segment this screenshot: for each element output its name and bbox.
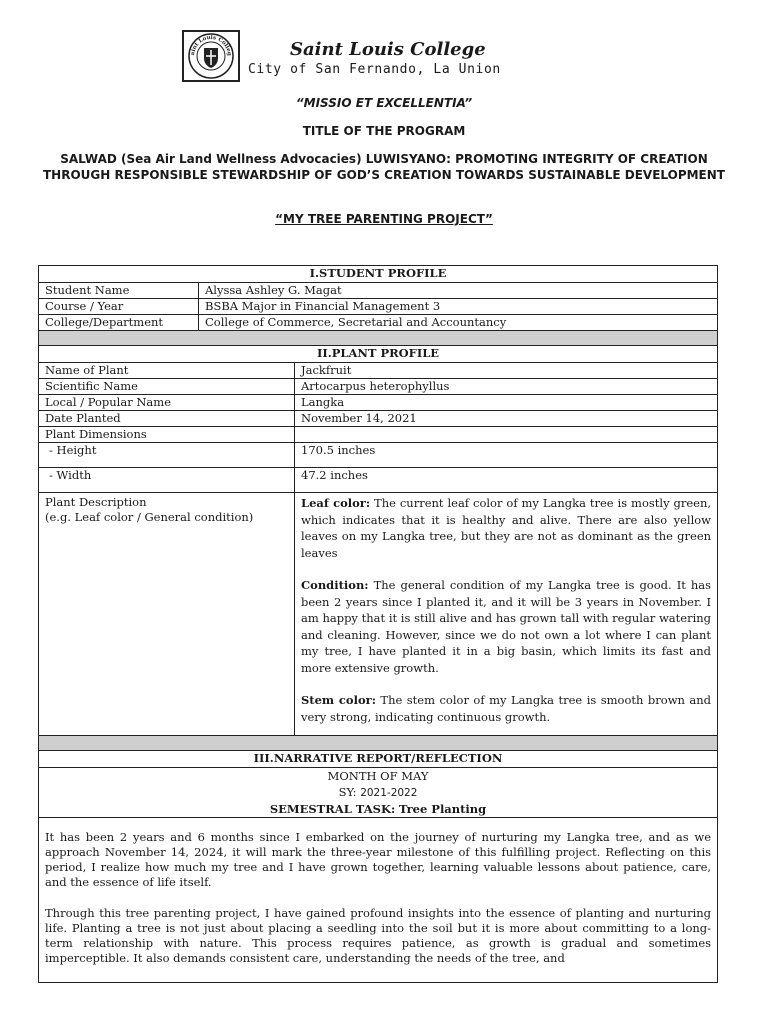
- table-row: [39, 379, 718, 395]
- table-row: [39, 283, 718, 299]
- college-seal-logo: [182, 30, 240, 82]
- narrative-meta: [39, 768, 718, 818]
- condition-text: The general condition of my Langka tree is good. It has been 2 years since I planted it, and it will be 3 years in November. I am happy that it is still alive and has grown tall with regular watering and cleaning. However, since we do not own a lot where I can plant my tree, I have planted it in a big basin, which limits its fast and more extensive growth.: [301, 578, 712, 675]
- plant-description-row: [39, 493, 718, 736]
- stem-color-label: Stem color:: [301, 693, 376, 707]
- condition-paragraph: [301, 577, 711, 676]
- row-value: [295, 427, 718, 443]
- college-name: Saint Louis College: [290, 39, 486, 60]
- program-title: [0, 152, 768, 183]
- plant-description-value: [295, 493, 718, 736]
- narrative-heading: III.NARRATIVE REPORT/REFLECTION: [39, 751, 718, 768]
- narrative-header-row: [39, 751, 718, 768]
- table-row: [39, 468, 718, 493]
- semestral-task: [45, 801, 711, 817]
- table-row: [39, 363, 718, 379]
- row-label: Course / Year: [39, 299, 199, 315]
- row-label: Local / Popular Name: [39, 395, 295, 411]
- row-label: Scientific Name: [39, 379, 295, 395]
- plant-profile-header-row: [39, 346, 718, 363]
- row-value: Jackfruit: [295, 363, 718, 379]
- section-separator: [39, 736, 718, 751]
- program-title-text: SALWAD (Sea Air Land Wellness Advocacies) LUWISYANO: PROMOTING INTEGRITY OF CREATION THROUGH RESPONSIBLE STEWARDSHIP OF GOD’S CREATION TOWARDS SUSTAINABLE DEVELOPMENT: [42, 152, 725, 182]
- school-year: [45, 784, 711, 801]
- row-label: - Height: [39, 443, 295, 468]
- row-label: - Width: [39, 468, 295, 493]
- profile-table: [38, 265, 718, 983]
- narrative-paragraph: Through this tree parenting project, I have gained profound insights into the essence of planting and nurturing life. Planting a tree is not just about placing a seedling into the soil but it is more about committing to a long-term relationship with nature. This process requires patience, as growth is gradual and sometimes imperceptible. It also demands consistent care, understanding the needs of the tree, and: [45, 906, 712, 965]
- condition-label: Condition:: [301, 578, 369, 592]
- narrative-body-row: [39, 818, 718, 983]
- program-label: TITLE OF THE PROGRAM: [302, 124, 466, 138]
- task-value: Tree Planting: [398, 802, 487, 816]
- seal-icon: [186, 32, 236, 80]
- leaf-color-text: The current leaf color of my Langka tree is mostly green, which indicates that it is healthy and alive. There are also yellow leaves on my Langka tree, but they are not as dominant as the green leaves: [301, 496, 712, 560]
- student-profile-header-row: [39, 266, 718, 283]
- plant-profile-heading: II.PLANT PROFILE: [39, 346, 718, 363]
- narrative-paragraph: It has been 2 years and 6 months since I embarked on the journey of nurturing my Langka tree, and as we approach November 14, 2024, it will mark the three-year milestone of this fulfilling project. Reflecting on this period, I realize how much my tree and I have grown together, learning valuable lessons about patience, care, and the essence of life itself.: [45, 830, 712, 889]
- row-value: Alyssa Ashley G. Magat: [199, 283, 718, 299]
- row-value: BSBA Major in Financial Management 3: [199, 299, 718, 315]
- table-row: [39, 299, 718, 315]
- table-row: [39, 395, 718, 411]
- stem-color-text: The stem color of my Langka tree is smooth brown and very strong, indicating continuous growth.: [301, 693, 712, 724]
- row-value: Langka: [295, 395, 718, 411]
- row-value: 47.2 inches: [295, 468, 718, 493]
- row-label: Date Planted: [39, 411, 295, 427]
- row-label: Student Name: [39, 283, 199, 299]
- row-value: Artocarpus heterophyllus: [295, 379, 718, 395]
- row-label: Name of Plant: [39, 363, 295, 379]
- narrative-meta-row: [39, 768, 718, 818]
- row-value: November 14, 2021: [295, 411, 718, 427]
- row-label: College/Department: [39, 315, 199, 331]
- table-row: [39, 315, 718, 331]
- table-row: [39, 411, 718, 427]
- section-separator: [39, 331, 718, 346]
- table-row: [39, 427, 718, 443]
- narrative-body: [39, 818, 718, 983]
- row-value: College of Commerce, Secretarial and Accountancy: [199, 315, 718, 331]
- description-label: Plant Description: [45, 495, 147, 509]
- svg-text:Saint Louis College: aint Louis Colleg: [189, 34, 233, 57]
- row-value: 170.5 inches: [295, 443, 718, 468]
- table-row: [39, 443, 718, 468]
- stem-color-paragraph: [301, 692, 711, 725]
- sy-label: SY:: [338, 785, 357, 799]
- narrative-month: MONTH OF MAY: [327, 769, 429, 783]
- row-label: Plant Dimensions: [39, 427, 295, 443]
- student-profile-heading: I.STUDENT PROFILE: [39, 266, 718, 283]
- motto: “MISSIO ET EXCELLENTIA”: [295, 96, 473, 110]
- task-label: SEMESTRAL TASK:: [269, 802, 396, 816]
- leaf-color-paragraph: [301, 495, 711, 561]
- sy-value: 2021-2022: [360, 787, 418, 799]
- description-sub: (e.g. Leaf color / General condition): [45, 510, 254, 524]
- college-city: City of San Fernando, La Union: [248, 62, 501, 77]
- leaf-color-label: Leaf color:: [301, 496, 371, 510]
- plant-description-label: [39, 493, 295, 736]
- project-title: “MY TREE PARENTING PROJECT”: [275, 212, 493, 226]
